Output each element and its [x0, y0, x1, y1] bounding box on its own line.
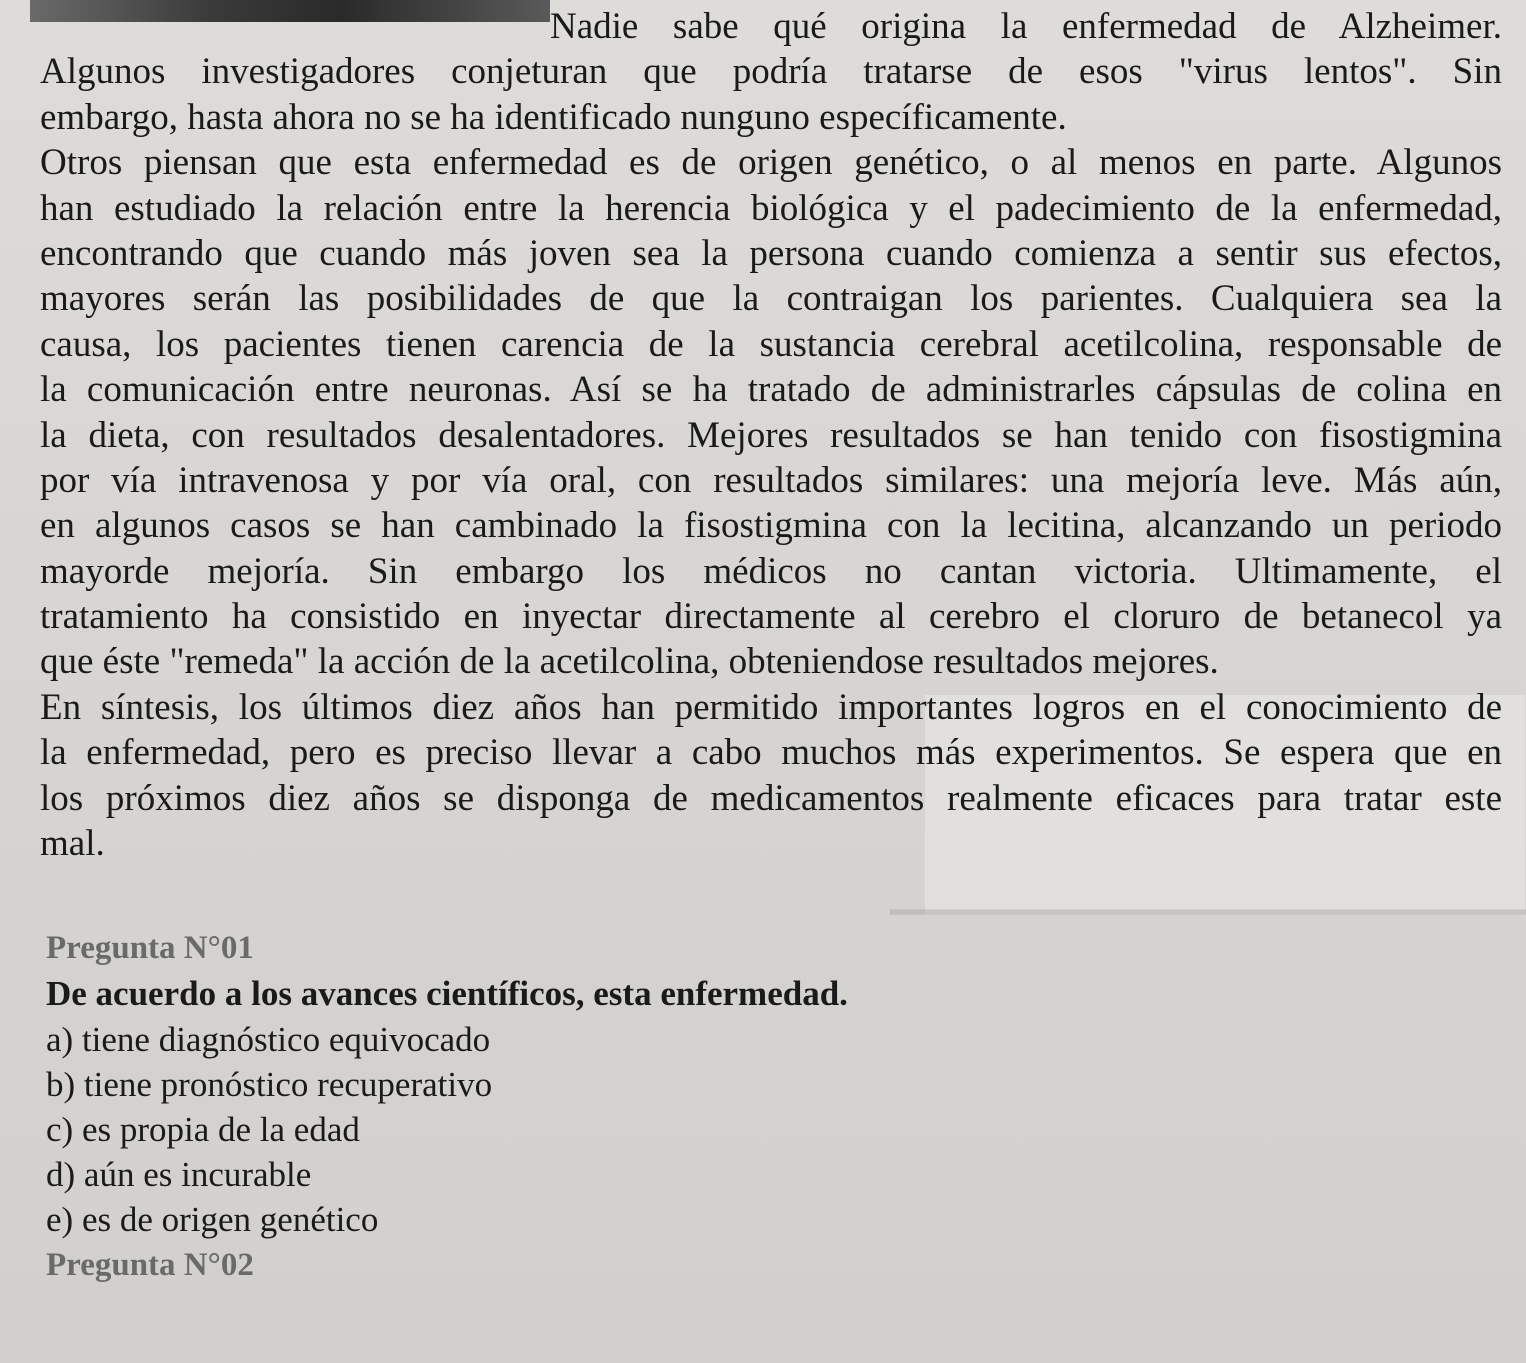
show-through-text: ━━━━━━━━━━━━━━━━━━━━━━━━━━━━━━━━━	[890, 894, 1526, 930]
question-01	[46, 925, 1246, 1288]
question-02-title: Pregunta N°02	[46, 1247, 254, 1283]
answer-option-e: e) es de origen genético	[46, 1200, 379, 1239]
passage-line: Algunos investigadores conjeturan que podría tratarse de esos "virus lentos". Sin	[40, 51, 1502, 93]
passage-line: han estudiado la relación entre la herencia biológica y el padecimiento de la enfermedad,	[40, 187, 1502, 229]
passage-line: que éste "remeda" la acción de la acetilcolina, obteniendose resultados mejores.	[40, 641, 1219, 683]
reading-passage	[40, 4, 1502, 866]
question-title: Pregunta N°01	[46, 930, 254, 966]
answer-option-a: a) tiene diagnóstico equivocado	[46, 1020, 491, 1059]
answer-option-b: b) tiene pronóstico recuperativo	[46, 1065, 493, 1104]
passage-line: encontrando que cuando más joven sea la persona cuando comienza a sentir sus efectos,	[40, 232, 1502, 274]
passage-line: mal.	[40, 823, 105, 865]
passage-line: embargo, hasta ahora no se ha identificado nunguno específicamente.	[40, 96, 1067, 138]
passage-line: mayores serán las posibilidades de que la contraigan los parientes. Cualquiera sea la	[40, 278, 1502, 320]
passage-line: Otros piensan que esta enfermedad es de origen genético, o al menos en parte. Algunos	[40, 142, 1502, 184]
passage-line: por vía intravenosa y por vía oral, con resultados similares: una mejoría leve. Más aún,	[40, 459, 1502, 501]
passage-line: Nadie sabe qué origina la enfermedad de Alzheimer.	[550, 6, 1502, 47]
passage-line: tratamiento ha consistido en inyectar directamente al cerebro el cloruro de betanecol ya	[40, 596, 1502, 638]
passage-line: los próximos diez años se disponga de medicamentos realmente eficaces para tratar este	[40, 777, 1502, 819]
question-stem: De acuerdo a los avances científicos, esta enfermedad.	[46, 974, 848, 1013]
passage-line: mayorde mejoría. Sin embargo los médicos no cantan victoria. Ultimamente, el	[40, 550, 1502, 592]
answer-option-d: d) aún es incurable	[46, 1155, 312, 1194]
passage-line: en algunos casos se han cambinado la fisostigmina con la lecitina, alcanzando un periodo	[40, 505, 1502, 547]
passage-line: causa, los pacientes tienen carencia de la sustancia cerebral acetilcolina, responsable de	[40, 323, 1502, 365]
answer-option-c: c) es propia de la edad	[46, 1110, 360, 1149]
passage-line: En síntesis, los últimos diez años han permitido importantes logros en el conocimiento de	[40, 686, 1502, 728]
passage-line: la enfermedad, pero es preciso llevar a cabo muchos más experimentos. Se espera que en	[40, 732, 1502, 774]
passage-line: la dieta, con resultados desalentadores. Mejores resultados se han tenido con fisostigmina	[40, 414, 1502, 456]
passage-line: la comunicación entre neuronas. Así se ha tratado de administrarles cápsulas de colina en	[40, 369, 1502, 411]
